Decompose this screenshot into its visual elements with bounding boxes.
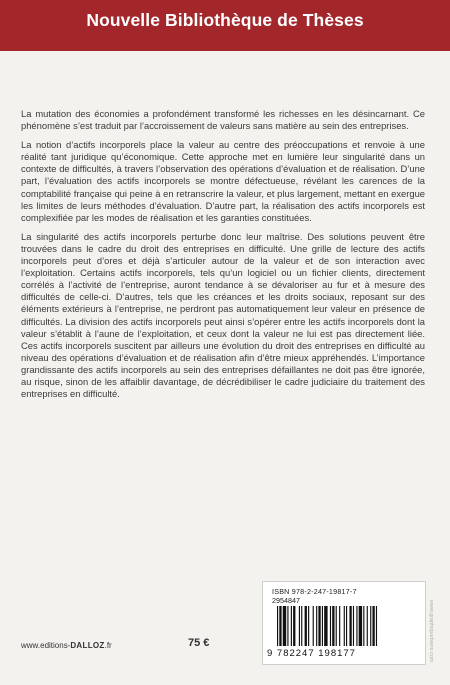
back-cover-text — [21, 108, 425, 407]
series-title: Nouvelle Bibliothèque de Thèses — [86, 10, 364, 30]
side-credit: www.graphiquebarre.com — [428, 600, 434, 663]
paragraph-1: La mutation des économies a profondément transformé les richesses en les désincarnant. Ce phénomène s’est traduit par l’accroissement de valeurs sans matière au sein des entreprises. — [21, 108, 425, 132]
paragraph-2: La notion d’actifs incorporels place la valeur au centre des préoccupations et renvoie à une réalité tant juridique qu’économique. Cette approche met en lumière leur singularité dans un contexte de difficultés, à travers l’observation des opérations d’évaluation et de réalisation. D’une part, l’évaluation des actifs incorporels se montre défectueuse, révélant les carences de la comptabilité française qui peine à en retranscrire la valeur, et plus largement, mettant en exergue les limites de leurs méthodes d’évaluation. D’autre part, la réalisation des actifs incorporels est complexifiée par les modes de réalisation et les garanties constituées. — [21, 139, 425, 223]
internal-code: 2954847 — [272, 596, 300, 605]
isbn-number: ISBN 978-2-247-19817-7 — [272, 587, 357, 596]
publisher-prefix: www.editions- — [21, 641, 71, 650]
publisher-suffix: .fr — [104, 641, 112, 650]
publisher-logo: DALLOZ — [70, 641, 105, 650]
paragraph-3: La singularité des actifs incorporels perturbe donc leur maîtrise. Des solutions peuvent être trouvées dans le cadre du droit des entreprises en difficulté. Une grille de lecture des actifs incorporels peut d’ores et déjà s’articuler autour de la valeur et de son interaction avec l’exploitation. Certains actifs incorporels, tels qu’un logiciel ou un fichier clients, directement corrélés à l’activité de l’entreprise, auront tendance à se dévaloriser au fur et à mesure des difficultés de celle-ci. D’autres, tels que les créances et les droits sociaux, reposant sur des éléments extérieurs à l’entreprise, ne perdront pas automatiquement leur valeur en présence de difficultés. La division des actifs incorporels peut ainsi s’opérer entre les actifs incorporels dont la valeur s’établit à l’aune de l’exploitation, et ceux dont la valeur ne lui est pas directement liée. Ces actifs incorporels suscitent par ailleurs une évolution du droit des entreprises en difficulté au niveau des opérations d’évaluation et de réalisation afin d’être mieux appréhendés. L’importance grandissante des actifs incorporels au sein des entreprises défaillantes ne doit pas être ignorée, au risque, sinon de les affaiblir davantage, de décrédibiliser le cadre judiciaire du traitement des entreprises en difficulté. — [21, 230, 425, 400]
barcode-box — [262, 581, 426, 665]
header-banner — [0, 0, 450, 51]
price: 75 € — [188, 637, 210, 649]
publisher-url[interactable] — [21, 641, 112, 650]
barcode-icon — [267, 606, 421, 648]
barcode-digits: 9 782247 198177 — [267, 648, 356, 659]
